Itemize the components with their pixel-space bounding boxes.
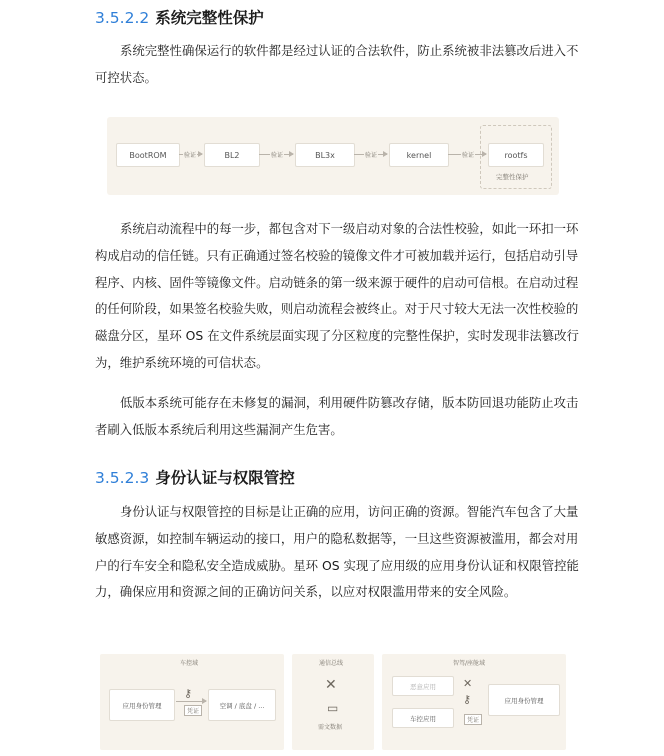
block-icon: ✕: [325, 677, 337, 693]
access-control-diagram: [100, 654, 566, 750]
block-icon: ✕: [463, 677, 473, 690]
malicious-app-box: 恶意应用: [392, 676, 454, 696]
resource-box: 空调 / 底盘 / ...: [208, 689, 276, 721]
boot-chain-diagram: [107, 117, 559, 195]
stage-rootfs: rootfs: [488, 143, 544, 167]
verify-label: 验证: [365, 152, 378, 159]
section-heading-access-control: [95, 466, 295, 488]
key-icon: ⚷: [184, 687, 193, 700]
section-title: 身份认证与权限管控: [155, 469, 295, 487]
app-identity-box: 应用身份管理: [109, 689, 175, 721]
verify-label: 验证: [462, 152, 475, 159]
domain-label: 通信总线: [319, 660, 344, 667]
section-title: 系统完整性保护: [155, 9, 264, 27]
section-heading-integrity: [95, 6, 264, 28]
paragraph-boot-chain: 系统启动流程中的每一步，都包含对下一级启动对象的合法性校验，如此一环扣一环构成启动的信任链。只有正确通过签名校验的镜像文件才可被加载并运行，包括启动引导程序、内核、固件等镜像文件。启动链条的第一级来源于硬件的启动可信根。在启动过程的任何阶段，如果签名校验失败，则启动流程会被终止。对于尺寸较大无法一次性校验的磁盘分区，星环 OS 在文件系统层面实现了分区粒度的完整性保护，实时发现非法篡改行为，维护系统环境的可信状态。: [95, 221, 579, 370]
link-arrow: [176, 701, 206, 702]
vehicle-control-app-box: 车控应用: [392, 708, 454, 728]
integrity-group-label: 完整性保护: [496, 173, 529, 181]
stage-bl3x: BL3x: [295, 143, 355, 167]
data-label: 需文数据: [318, 724, 343, 731]
verify-label: 验证: [271, 152, 284, 159]
paragraph-access-control: 身份认证与权限管控的目标是让正确的应用，访问正确的资源。智能汽车包含了大量敏感资源，如控制车辆运动的接口，用户的隐私数据等，一旦这些资源被滥用，都会对用户的行车安全和隐私安全造成威胁。星环 OS 实现了应用级的应用身份认证和权限管控能力，确保应用和资源之间的正确访问关系，以应对权限滥用带来的安全风险。: [95, 504, 579, 600]
data-file-icon: ▭: [327, 701, 339, 715]
paragraph-integrity-intro: 系统完整性确保运行的软件都是经过认证的合法软件，防止系统被非法篡改后进入不可控状态。: [95, 43, 579, 85]
verify-label: 验证: [184, 152, 197, 159]
credential-tag: 凭证: [184, 705, 202, 716]
stage-bootrom: BootROM: [116, 143, 180, 167]
section-number: 3.5.2.2: [95, 9, 150, 27]
domain-label: 车控域: [180, 660, 199, 667]
paragraph-anti-rollback: 低版本系统可能存在未修复的漏洞，利用硬件防篡改存储，版本防回退功能防止攻击者刷入低版本系统后利用这些漏洞产生危害。: [95, 395, 579, 437]
stage-bl2: BL2: [204, 143, 260, 167]
credential-tag: 凭证: [464, 714, 482, 725]
stage-kernel: kernel: [389, 143, 449, 167]
section-number: 3.5.2.3: [95, 469, 150, 487]
domain-label: 智驾/座舱域: [453, 660, 486, 667]
app-identity-box: 应用身份管理: [488, 684, 560, 716]
key-icon: ⚷: [463, 693, 472, 706]
